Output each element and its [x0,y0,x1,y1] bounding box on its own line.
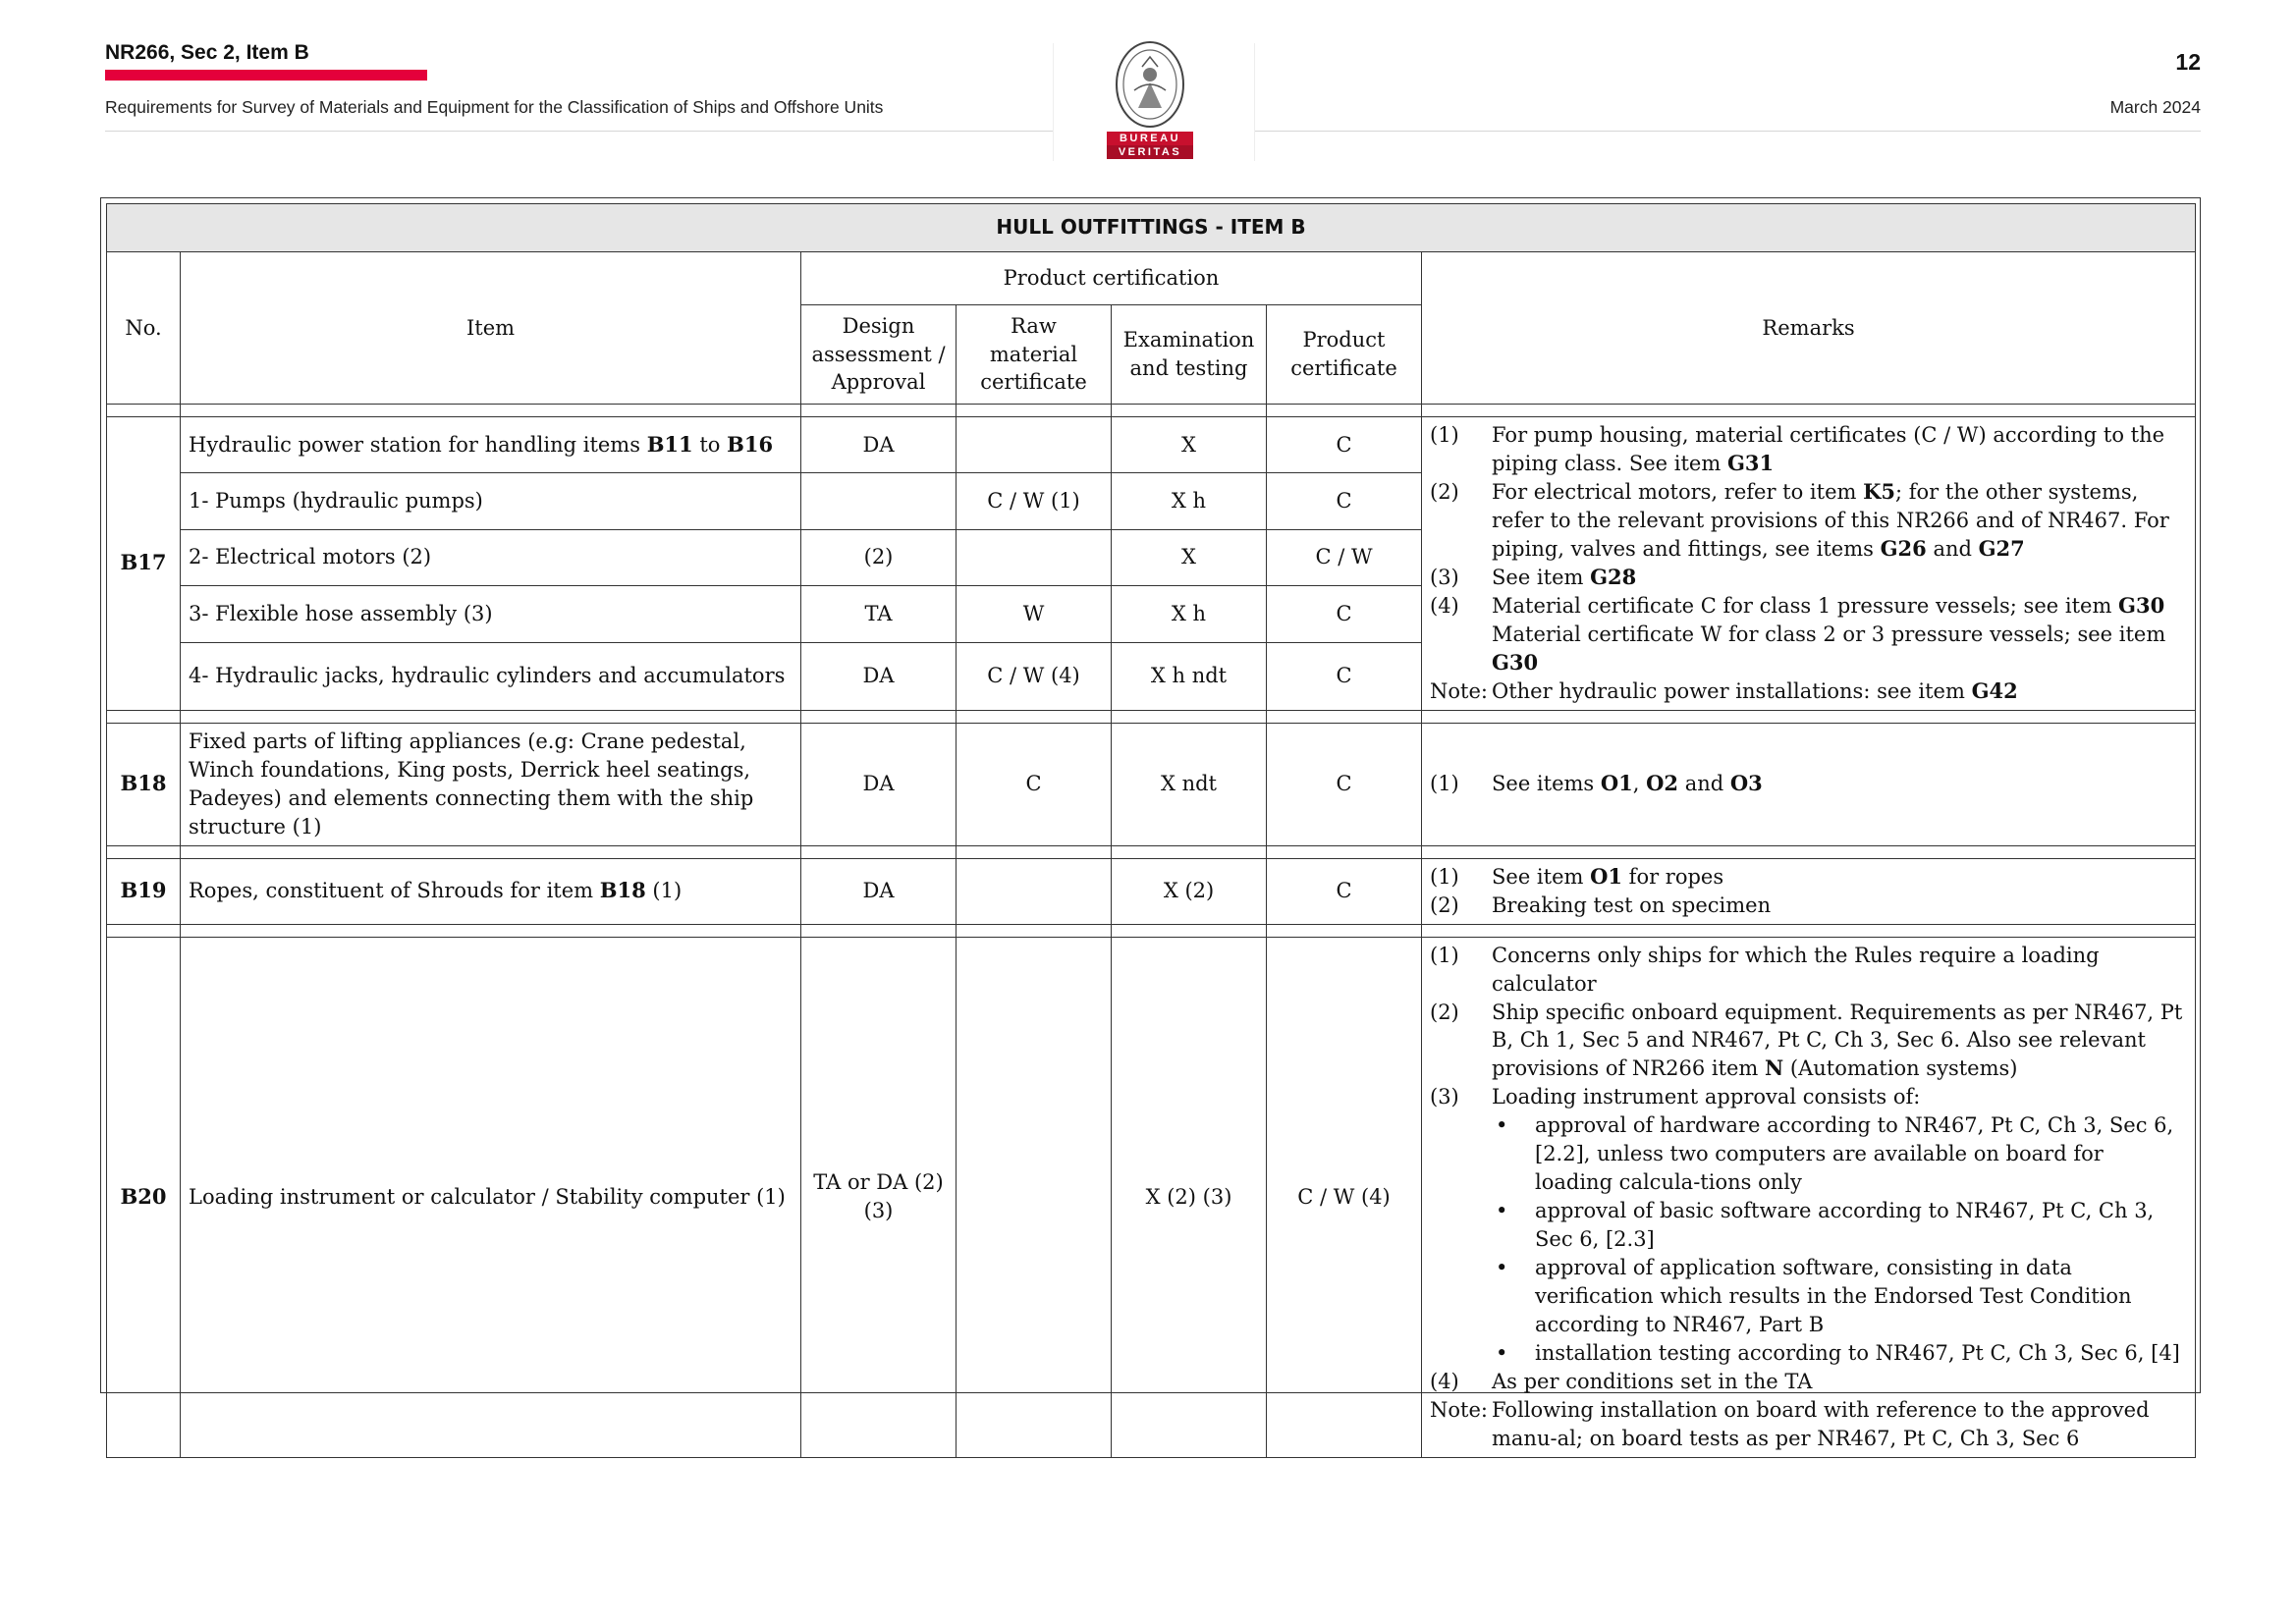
raw-material-cell [957,417,1112,473]
logo-wordmark: VERITAS [1107,145,1193,159]
document-subtitle: Requirements for Survey of Materials and Equipment for the Classification of Ships and Offshore Units [105,97,884,117]
header-rule-right [1255,131,2201,132]
table-row [107,417,2196,473]
row-separator [107,845,2196,858]
item-number: B20 [107,937,181,1457]
design-cell: DA [801,417,957,473]
header-accent-bar [105,70,427,81]
item-description: Loading instrument or calculator / Stability computer (1) [181,937,801,1457]
raw-material-cell [957,529,1112,585]
col-header-product-certificate: Product certificate [1267,305,1422,405]
design-cell: DA [801,642,957,710]
document-reference: NR266, Sec 2, Item B [105,41,309,64]
page-number: 12 [2175,49,2201,75]
item-description: 1- Pumps (hydraulic pumps) [181,473,801,529]
examination-cell: X ndt [1112,723,1267,845]
product-certificate-cell: C [1267,642,1422,710]
row-separator [107,924,2196,937]
col-header-raw-material: Raw material certificate [957,305,1112,405]
item-description: Hydraulic power station for handling items B11 to B16 [181,417,801,473]
row-separator [107,710,2196,723]
remarks-cell: (1) See item O1 for ropes (2) Breaking test on specimen [1422,858,2196,924]
item-description: 4- Hydraulic jacks, hydraulic cylinders and accumulators [181,642,801,710]
col-header-examination: Examination and testing [1112,305,1267,405]
header-divider [1053,43,1054,161]
bullet-icon: • [1496,1113,1508,1138]
raw-material-cell: C [957,723,1112,845]
product-certificate-cell: C [1267,417,1422,473]
product-certificate-cell: C [1267,723,1422,845]
item-description: 2- Electrical motors (2) [181,529,801,585]
examination-cell: X (2) (3) [1112,937,1267,1457]
table-row [107,937,2196,1457]
row-separator [107,405,2196,417]
table-row [107,858,2196,924]
header-rule-left [105,131,1054,132]
design-cell [801,473,957,529]
item-description: 3- Flexible hose assembly (3) [181,586,801,642]
examination-cell: X [1112,529,1267,585]
publication-date: March 2024 [2109,97,2201,117]
bullet-icon: • [1496,1341,1508,1366]
logo-wordmark: BUREAU [1107,132,1193,145]
examination-cell: X (2) [1112,858,1267,924]
product-certificate-cell: C / W [1267,529,1422,585]
design-cell: TA [801,586,957,642]
product-certificate-cell: C [1267,586,1422,642]
examination-cell: X h [1112,586,1267,642]
examination-cell: X [1112,417,1267,473]
item-number: B18 [107,723,181,845]
examination-cell: X h ndt [1112,642,1267,710]
list-item: • approval of basic software according to NR467, Pt C, Ch 3, Sec 6, [2.3] [1430,1197,2187,1254]
raw-material-cell: C / W (4) [957,642,1112,710]
design-cell: DA [801,858,957,924]
list-item: • installation testing according to NR467, Pt C, Ch 3, Sec 6, [4] [1430,1339,2187,1368]
item-description: Fixed parts of lifting appliances (e.g: Crane pedestal, Winch foundations, King posts, Derrick heel seatings, Padeyes) and elements connecting them with the ship structure (1) [181,723,801,845]
col-header-product-certification: Product certification [801,252,1422,305]
product-certificate-cell: C / W (4) [1267,937,1422,1457]
product-certificate-cell: C [1267,473,1422,529]
raw-material-cell [957,858,1112,924]
design-cell: TA or DA (2) (3) [801,937,957,1457]
examination-cell: X h [1112,473,1267,529]
item-description: Ropes, constituent of Shrouds for item B18 (1) [181,858,801,924]
table-title: HULL OUTFITTINGS - ITEM B [107,204,2196,252]
design-cell: DA [801,723,957,845]
remarks-cell: (1) See items O1, O2 and O3 [1422,723,2196,845]
col-header-remarks: Remarks [1422,252,2196,405]
hull-outfittings-table [106,203,2196,1458]
raw-material-cell [957,937,1112,1457]
item-number: B17 [107,417,181,711]
remarks-cell: (1) For pump housing, material certificates (C / W) according to the piping class. See item G31 (2) For electrical motors, refer to item K5; for the other systems, refer to the relevant provisions of this NR266 and of NR467. For piping, valves and fittings, see items G26 and G27 (3) See item G28 (4) Material certificate C for class 1 pressure vessels; see item G30 Material certificate W for class 2 or 3 pressure vessels; see item G30 Note: Other hydraulic power installations: see item G42 [1422,417,2196,711]
item-number: B19 [107,858,181,924]
raw-material-cell: C / W (1) [957,473,1112,529]
product-certificate-cell: C [1267,858,1422,924]
table-row [107,723,2196,845]
design-cell: (2) [801,529,957,585]
bureau-veritas-logo [1105,39,1195,161]
list-item: • approval of hardware according to NR467, Pt C, Ch 3, Sec 6, [2.2], unless two computers are available on board for loading calcula-tions only [1430,1111,2187,1197]
raw-material-cell: W [957,586,1112,642]
logo-seal-icon [1105,39,1195,130]
bullet-icon: • [1496,1256,1508,1280]
col-header-design: Design assessment / Approval [801,305,957,405]
header-divider [1254,43,1255,161]
remarks-cell: (1) Concerns only ships for which the Rules require a loading calculator (2) Ship specific onboard equipment. Requirements as per NR467, Pt B, Ch 1, Sec 5 and NR467, Pt C, Ch 3, Sec 6. Also see relevant provisions of NR266 item N (Automation systems) (3) Loading instrument approval consists of: • approval of hardware according to NR467, Pt C, Ch 3, Sec 6, [2.2], unless two computers are available on board for loading calcula-tions only • approval of basic software according to NR467, Pt C, Ch 3, Sec 6, [2.3] • approval of application software, consisting in data verification which results in the Endorsed Test Condition according to NR467, Part B • installation testing according to NR467, Pt C, Ch 3, Sec 6, [4] (4) As per conditions set in the TA Note: Following installation on board with reference to the approved manu-al; on board tests as per NR467, Pt C, Ch 3, Sec 6 [1422,937,2196,1457]
col-header-no: No. [107,252,181,405]
list-item: • approval of application software, consisting in data verification which results in the Endorsed Test Condition according to NR467, Part B [1430,1254,2187,1339]
bullet-icon: • [1496,1199,1508,1223]
col-header-item: Item [181,252,801,405]
